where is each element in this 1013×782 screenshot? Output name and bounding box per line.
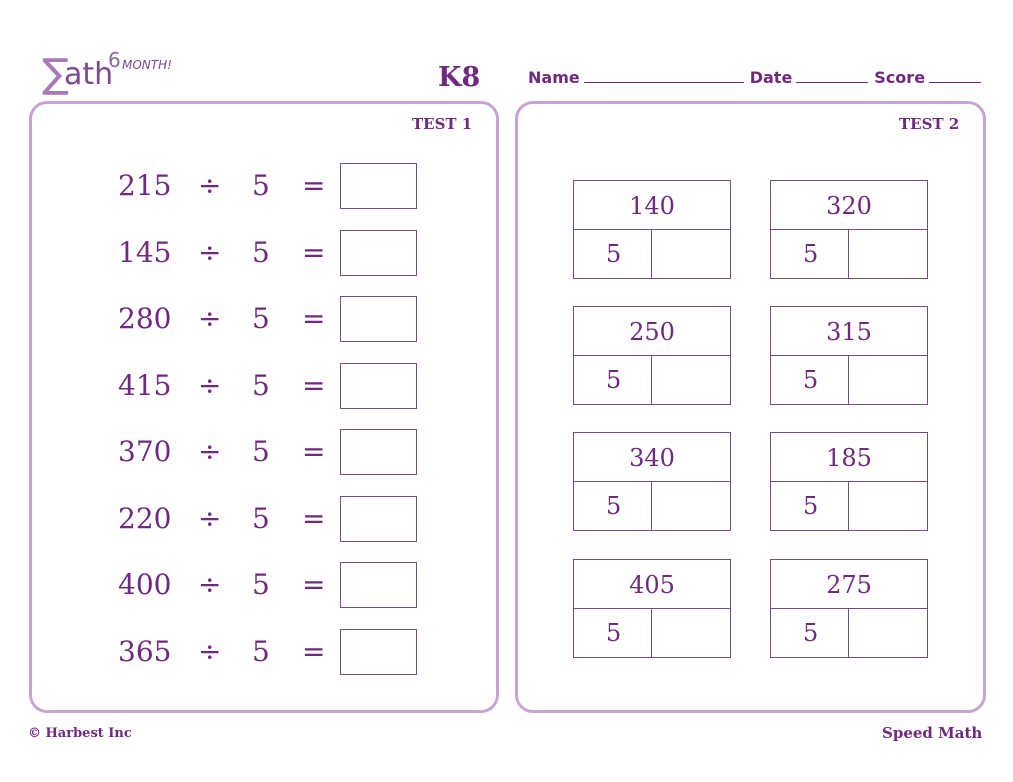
divide-sign: ÷	[198, 502, 222, 535]
dividend: 220	[118, 502, 172, 535]
dividend: 215	[118, 169, 172, 202]
dividend: 405	[574, 560, 730, 609]
answer-box[interactable]	[340, 296, 417, 342]
divisor: 5	[252, 502, 270, 535]
long-division-box	[770, 559, 928, 658]
divisor: 5	[771, 482, 849, 530]
dividend: 320	[771, 181, 927, 230]
divide-sign: ÷	[198, 435, 222, 468]
answer-box[interactable]	[340, 363, 417, 409]
dividend: 250	[574, 307, 730, 356]
long-division-box	[573, 180, 731, 279]
student-info-row	[528, 68, 987, 87]
long-division-box	[770, 306, 928, 405]
dividend: 415	[118, 369, 172, 402]
equals-sign: =	[302, 369, 326, 402]
answer-box[interactable]	[652, 356, 730, 404]
date-label: Date	[749, 68, 793, 87]
divide-sign: ÷	[198, 169, 222, 202]
divisor: 5	[252, 236, 270, 269]
long-division-box	[770, 180, 928, 279]
equals-sign: =	[302, 502, 326, 535]
long-division-box	[573, 559, 731, 658]
divisor: 5	[252, 435, 270, 468]
test1-problem-row	[118, 429, 428, 475]
logo-six: 6	[108, 48, 121, 72]
score-label: Score	[874, 68, 926, 87]
answer-box[interactable]	[652, 482, 730, 530]
divide-sign: ÷	[198, 369, 222, 402]
name-field[interactable]	[584, 68, 744, 83]
answer-box[interactable]	[652, 609, 730, 657]
score-field[interactable]	[929, 68, 981, 83]
divisor: 5	[252, 568, 270, 601]
answer-box[interactable]	[849, 356, 927, 404]
date-field[interactable]	[796, 68, 868, 83]
answer-box[interactable]	[340, 429, 417, 475]
answer-box[interactable]	[340, 163, 417, 209]
answer-box[interactable]	[340, 629, 417, 675]
test1-problem-row	[118, 230, 428, 276]
dividend: 280	[118, 302, 172, 335]
level-label: K8	[438, 62, 481, 93]
divisor: 5	[574, 230, 652, 278]
long-division-box	[770, 432, 928, 531]
test1-problem-row	[118, 363, 428, 409]
test1-problem-row	[118, 562, 428, 608]
test1-problem-row	[118, 163, 428, 209]
divisor: 5	[252, 635, 270, 668]
divisor: 5	[574, 609, 652, 657]
equals-sign: =	[302, 568, 326, 601]
test1-problem-row	[118, 296, 428, 342]
dividend: 140	[574, 181, 730, 230]
divisor: 5	[252, 302, 270, 335]
divisor: 5	[771, 609, 849, 657]
divisor: 5	[252, 169, 270, 202]
divide-sign: ÷	[198, 302, 222, 335]
test1-label: TEST 1	[412, 115, 473, 133]
test1-problem-row	[118, 629, 428, 675]
dividend: 400	[118, 568, 172, 601]
dividend: 185	[771, 433, 927, 482]
divide-sign: ÷	[198, 635, 222, 668]
answer-box[interactable]	[849, 482, 927, 530]
dividend: 145	[118, 236, 172, 269]
divisor: 5	[574, 356, 652, 404]
divisor: 5	[771, 356, 849, 404]
dividend: 365	[118, 635, 172, 668]
dividend: 315	[771, 307, 927, 356]
equals-sign: =	[302, 435, 326, 468]
divisor: 5	[771, 230, 849, 278]
answer-box[interactable]	[340, 562, 417, 608]
long-division-box	[573, 432, 731, 531]
answer-box[interactable]	[340, 230, 417, 276]
long-division-box	[573, 306, 731, 405]
logo-ath: ath	[64, 57, 114, 92]
equals-sign: =	[302, 635, 326, 668]
answer-box[interactable]	[849, 230, 927, 278]
test1-problem-row	[118, 496, 428, 542]
copyright-text: © Harbest Inc	[28, 726, 132, 741]
answer-box[interactable]	[652, 230, 730, 278]
divisor: 5	[574, 482, 652, 530]
dividend: 275	[771, 560, 927, 609]
equals-sign: =	[302, 302, 326, 335]
logo-month: MONTH!	[122, 58, 172, 72]
dividend: 370	[118, 435, 172, 468]
worksheet-title: Speed Math	[882, 724, 983, 742]
answer-box[interactable]	[849, 609, 927, 657]
divide-sign: ÷	[198, 236, 222, 269]
name-label: Name	[528, 68, 580, 87]
dividend: 340	[574, 433, 730, 482]
equals-sign: =	[302, 169, 326, 202]
test2-label: TEST 2	[899, 115, 960, 133]
math-6-month-logo	[42, 48, 182, 102]
divisor: 5	[252, 369, 270, 402]
equals-sign: =	[302, 236, 326, 269]
answer-box[interactable]	[340, 496, 417, 542]
divide-sign: ÷	[198, 568, 222, 601]
logo-sigma: ∑	[42, 51, 69, 97]
